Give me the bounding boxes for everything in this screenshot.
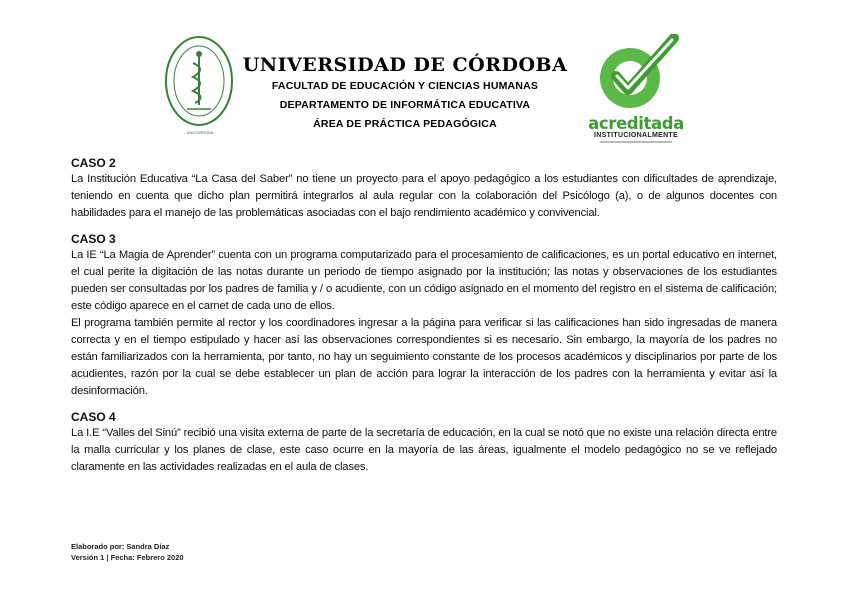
institution-title-block [240,54,570,134]
case-section [71,231,777,400]
case-section [71,155,777,222]
university-seal-icon [163,35,235,135]
case-paragraph: La I.E “Valles del Sinú” recibió una visita externa de parte de la secretaría de educación, en la cual se notó que no existe una relación directa entre la malla curricular y los planes de clase, este caso ocurre en la mayoría de las áreas, igualmente el modelo pedagógico no se ve reflejado claramente en las actividades realizadas en el aula de clases. [71,427,777,473]
case-section [71,409,777,476]
seal-caption: UNICORDOBA [186,130,214,135]
document-header [0,0,848,150]
footer-version: Versión 1 | Fecha: Febrero 2020 [71,553,184,562]
case-title: CASO 3 [71,232,116,246]
accreditation-fine-print [600,141,672,143]
document-footer [71,541,184,563]
faculty-name: FACULTAD DE EDUCACIÓN Y CIENCIAS HUMANAS [271,80,539,92]
accreditation-logo [586,34,686,144]
case-title: CASO 2 [71,156,116,170]
accreditation-word: acreditada [588,114,684,133]
case-title: CASO 4 [71,410,116,424]
footer-author: Elaborado por: Sandra Díaz [71,542,170,551]
case-paragraph: El programa también permite al rector y los coordinadores ingresar a la página para verificar si las calificaciones han sido ingresadas de manera correcta y en el tiempo estipulado y hacer así las observaciones correspondientes si es necesario. Sin embargo, la mayoría de los padres no están familiarizados con la herramienta, por tanto, no hay un seguimiento constante de los procesos académicos y disciplinarios por parte de los acudientes, razón por la cual se debe establecer un plan de acción para lograr la interacción de los padres con la herramienta y evitar así la desinformación. [71,317,777,397]
accreditation-check-icon [586,34,686,114]
case-paragraph: La Institución Educativa “La Casa del Saber” no tiene un proyecto para el apoyo pedagógico a los estudiantes con dificultades de aprendizaje, teniendo en cuenta que dicho plan permitirá integrarlos al aula regular con la colaboración del Psicólogo (a), o de algunos docentes con habilidades para el manejo de las problemáticas asociadas con el bajo rendimiento académico y convivencial. [71,173,777,219]
university-name: UNIVERSIDAD DE CÓRDOBA [242,54,568,76]
case-paragraph: La IE “La Magia de Aprender” cuenta con un programa computarizado para el procesamiento de calificaciones, es un portal educativo en internet, el cual perite la digitación de las notas durante un periodo de tiempo asignado por la institución; las notas y observaciones de los estudiantes pueden ser consultadas por los padres de familia y / o acudiente, con un código asignado en el momento del registro en el sistema de calificación; este código aparece en el carnet de cada uno de ellos. [71,249,777,312]
department-name: DEPARTAMENTO DE INFORMÁTICA EDUCATIVA [279,99,531,111]
accreditation-subtitle: INSTITUCIONALMENTE [594,132,678,139]
area-name: ÁREA DE PRÁCTICA PEDAGÓGICA [313,118,497,130]
document-body [71,155,777,485]
